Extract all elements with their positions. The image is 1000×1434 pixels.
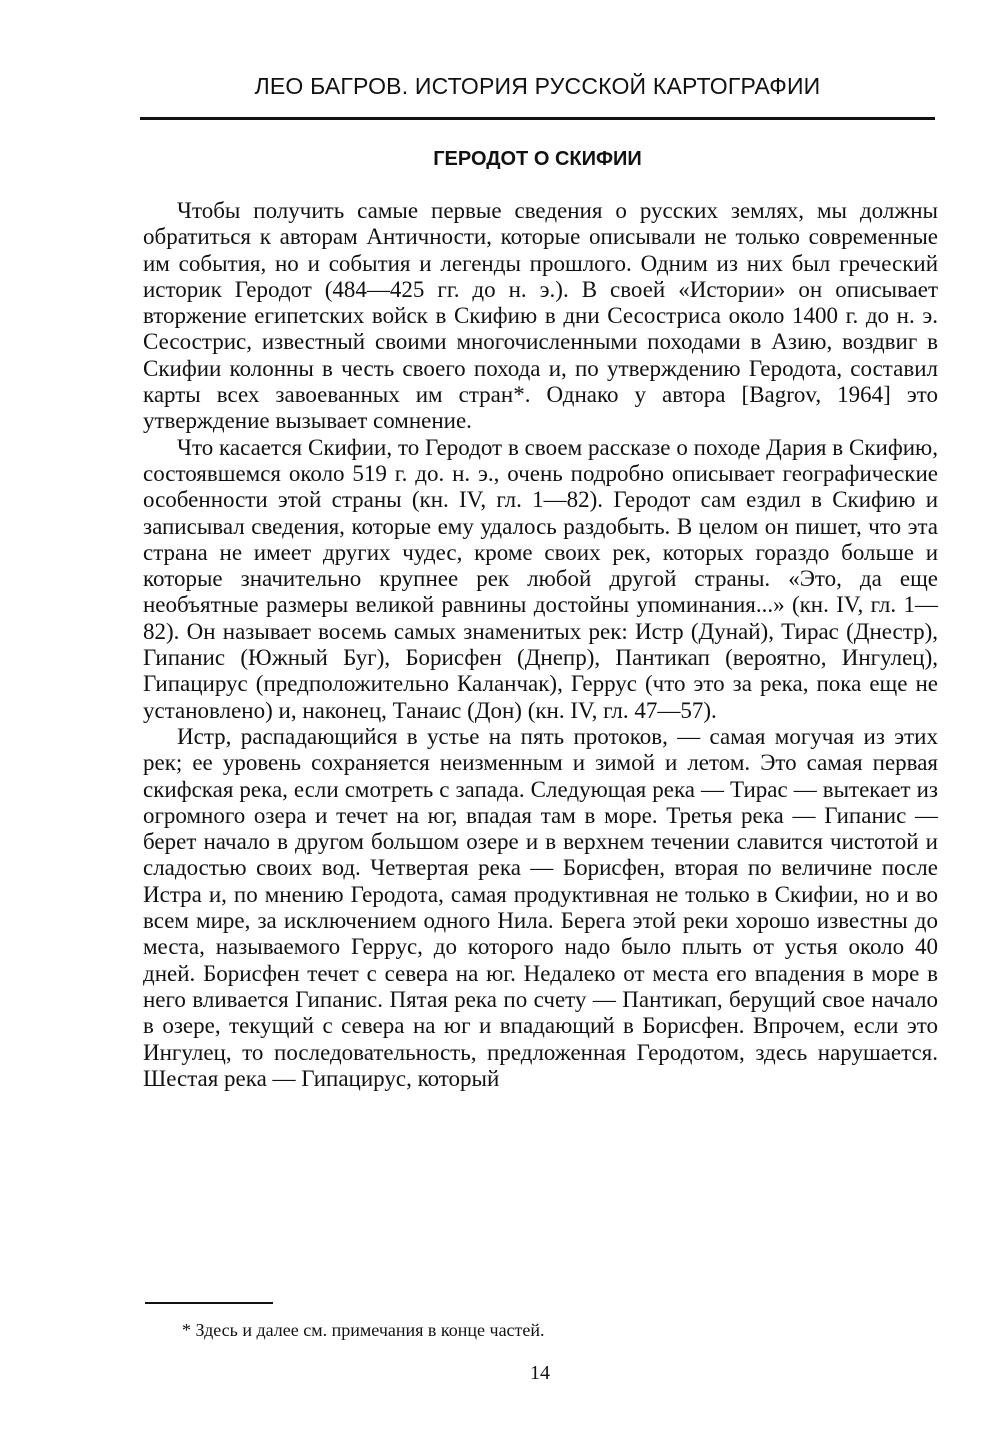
paragraph: Истр, распадающийся в устье на пять протоков, — самая могучая из этих рек; ее уровень сохраняется неизменным и зимой и летом. Это самая первая скифская река, если смотреть с запада. Следующая река — Тирас — вытекает из огромного озера и течет на юг, впадая там в море. Третья река — Гипанис — берет начало в другом большом озере и в верхнем течении славится чистотой и сладостью своих вод. Четвертая река — Борисфен, вторая по величине после Истра и, по мнению Геродота, самая продуктивная не только в Скифии, но и во всем мире, за исключением одного Нила. Берега этой реки хорошо известны до места, называемого Геррус, до которого надо было плыть от устья около 40 дней. Борисфен течет с севера на юг. Недалеко от места его впадения в море в него вливается Гипанис. Пятая река по счету — Пантикап, берущий свое начало в озере, текущий с севера на юг и впадающий в Борисфен. Впрочем, если это Ингулец, то последовательность, предложенная Геродотом, здесь нарушается. Шестая река — Гипацирус, который (143, 723, 938, 1091)
body-text (143, 198, 938, 1092)
chapter-title: ГЕРОДОТ О СКИФИИ (433, 148, 642, 170)
paragraph: Чтобы получить самые первые сведения о русских землях, мы должны обратиться к авторам Античности, которые описывали не только современные им события, но и события и легенды прошлого. Одним из них был греческий историк Геродот (484—425 гг. до н. э.). В своей «Истории» он описывает вторжение египетских войск в Скифию в дни Сесостриса около 1400 г. до н. э. Сесострис, известный своими многочисленными походами в Азию, воздвиг в Скифии колонны в честь своего похода и, по утверждению Геродота, составил карты всех завоеванных им стран*. Однако у автора [Bagrov, 1964] это утверждение вызывает сомнение. (143, 198, 938, 434)
footnote: * Здесь и далее см. примечания в конце частей. (182, 1320, 545, 1340)
page-number: 14 (530, 1362, 550, 1384)
paragraph: Что касается Скифии, то Геродот в своем рассказе о походе Дария в Скифию, состоявшемся около 519 г. до. н. э., очень подробно описывает географические особенности этой страны (кн. IV, гл. 1—82). Геродот сам ездил в Скифию и записывал сведения, которые ему удалось раздобыть. В целом он пишет, что эта страна не имеет других чудес, кроме своих рек, которых гораздо больше и которые значительно крупнее рек любой другой страны. «Это, да еще необъятные размеры великой равнины достойны упоминания...» (кн. IV, гл. 1—82). Он называет восемь самых знаменитых рек: Истр (Дунай), Тирас (Днестр), Гипанис (Южный Буг), Борисфен (Днепр), Пантикап (вероятно, Ингулец), Гипацирус (предположительно Каланчак), Геррус (что это за река, пока еще не установлено) и, наконец, Танаис (Дон) (кн. IV, гл. 47—57). (143, 434, 938, 723)
header-rule (140, 117, 935, 120)
footnote-rule (145, 1302, 273, 1304)
running-header: ЛЕО БАГРОВ. ИСТОРИЯ РУССКОЙ КАРТОГРАФИИ (254, 73, 821, 99)
